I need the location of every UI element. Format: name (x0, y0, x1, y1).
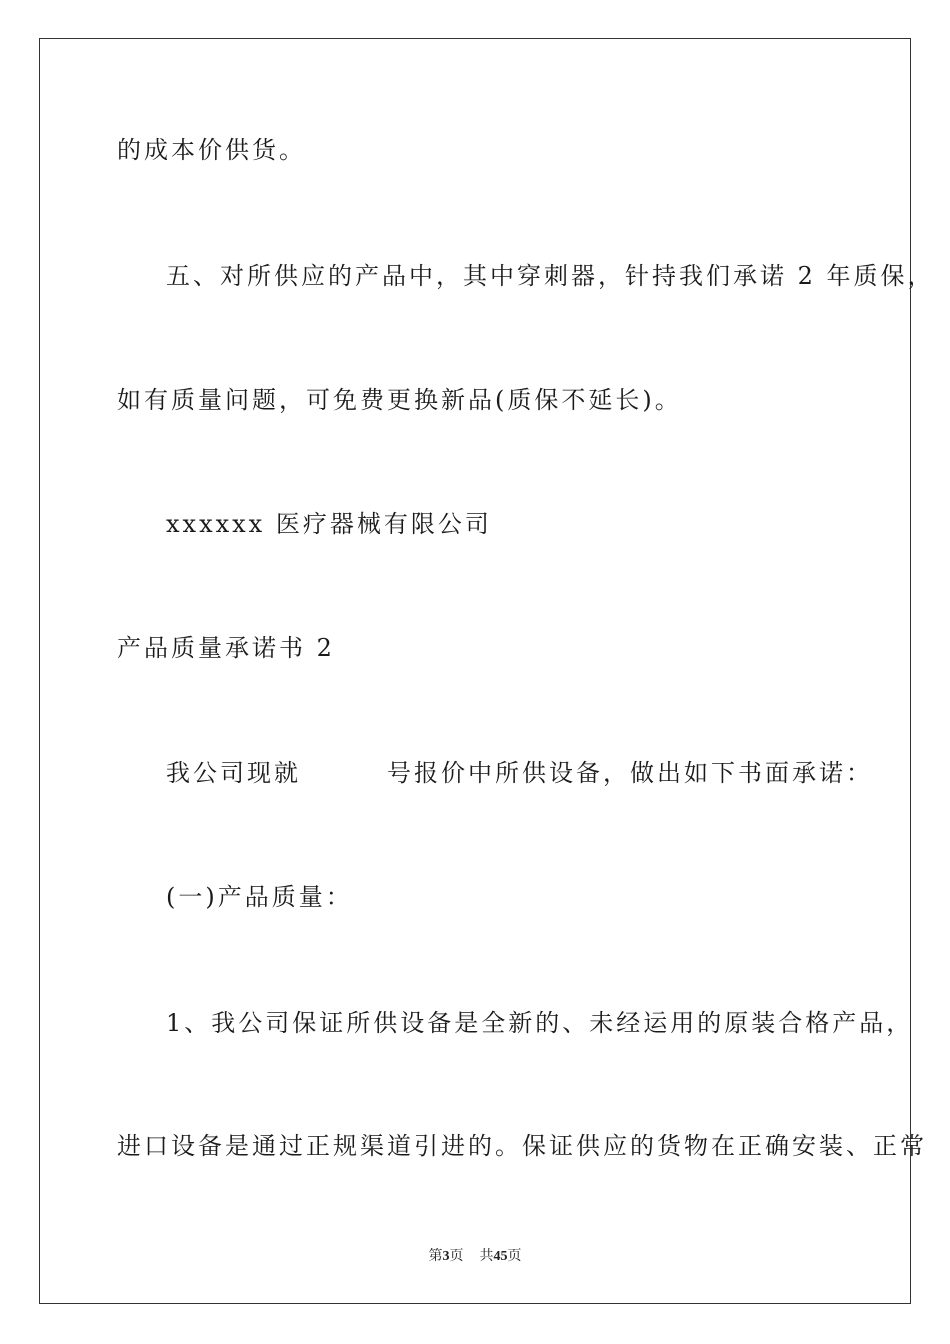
body-text-line-1: 的成本价供货。 (117, 136, 306, 164)
text-part-after-blank: 号报价中所供设备，做出如下书面承诺： (387, 759, 873, 787)
subsection-heading: (一)产品质量： (166, 883, 353, 911)
footer-page-number: 3 (442, 1249, 450, 1264)
footer-total-number: 45 (493, 1249, 508, 1264)
body-text-line-6 (166, 758, 873, 788)
page-footer (0, 1248, 950, 1266)
footer-page-prefix: 第 (428, 1249, 443, 1264)
body-text-line-2: 五、对所供应的产品中，其中穿刺器，针持我们承诺 2 年质保， (166, 262, 935, 290)
company-name: xxxxxx 医疗器械有限公司 (166, 510, 492, 538)
text-part-before-blank: 我公司现就 (166, 759, 301, 787)
body-text-line-9: 进口设备是通过正规渠道引进的。保证供应的货物在正确安装、正常 (117, 1132, 927, 1160)
section-heading: 产品质量承诺书 2 (117, 634, 335, 662)
body-text-line-8: 1、我公司保证所供设备是全新的、未经运用的原装合格产品， (166, 1009, 914, 1037)
footer-total-prefix: 共 (479, 1249, 494, 1264)
body-text-line-3: 如有质量问题，可免费更换新品(质保不延长)。 (117, 386, 682, 414)
page-border (39, 38, 914, 1304)
footer-page-suffix: 页 (449, 1249, 464, 1264)
footer-total-suffix: 页 (507, 1249, 522, 1264)
